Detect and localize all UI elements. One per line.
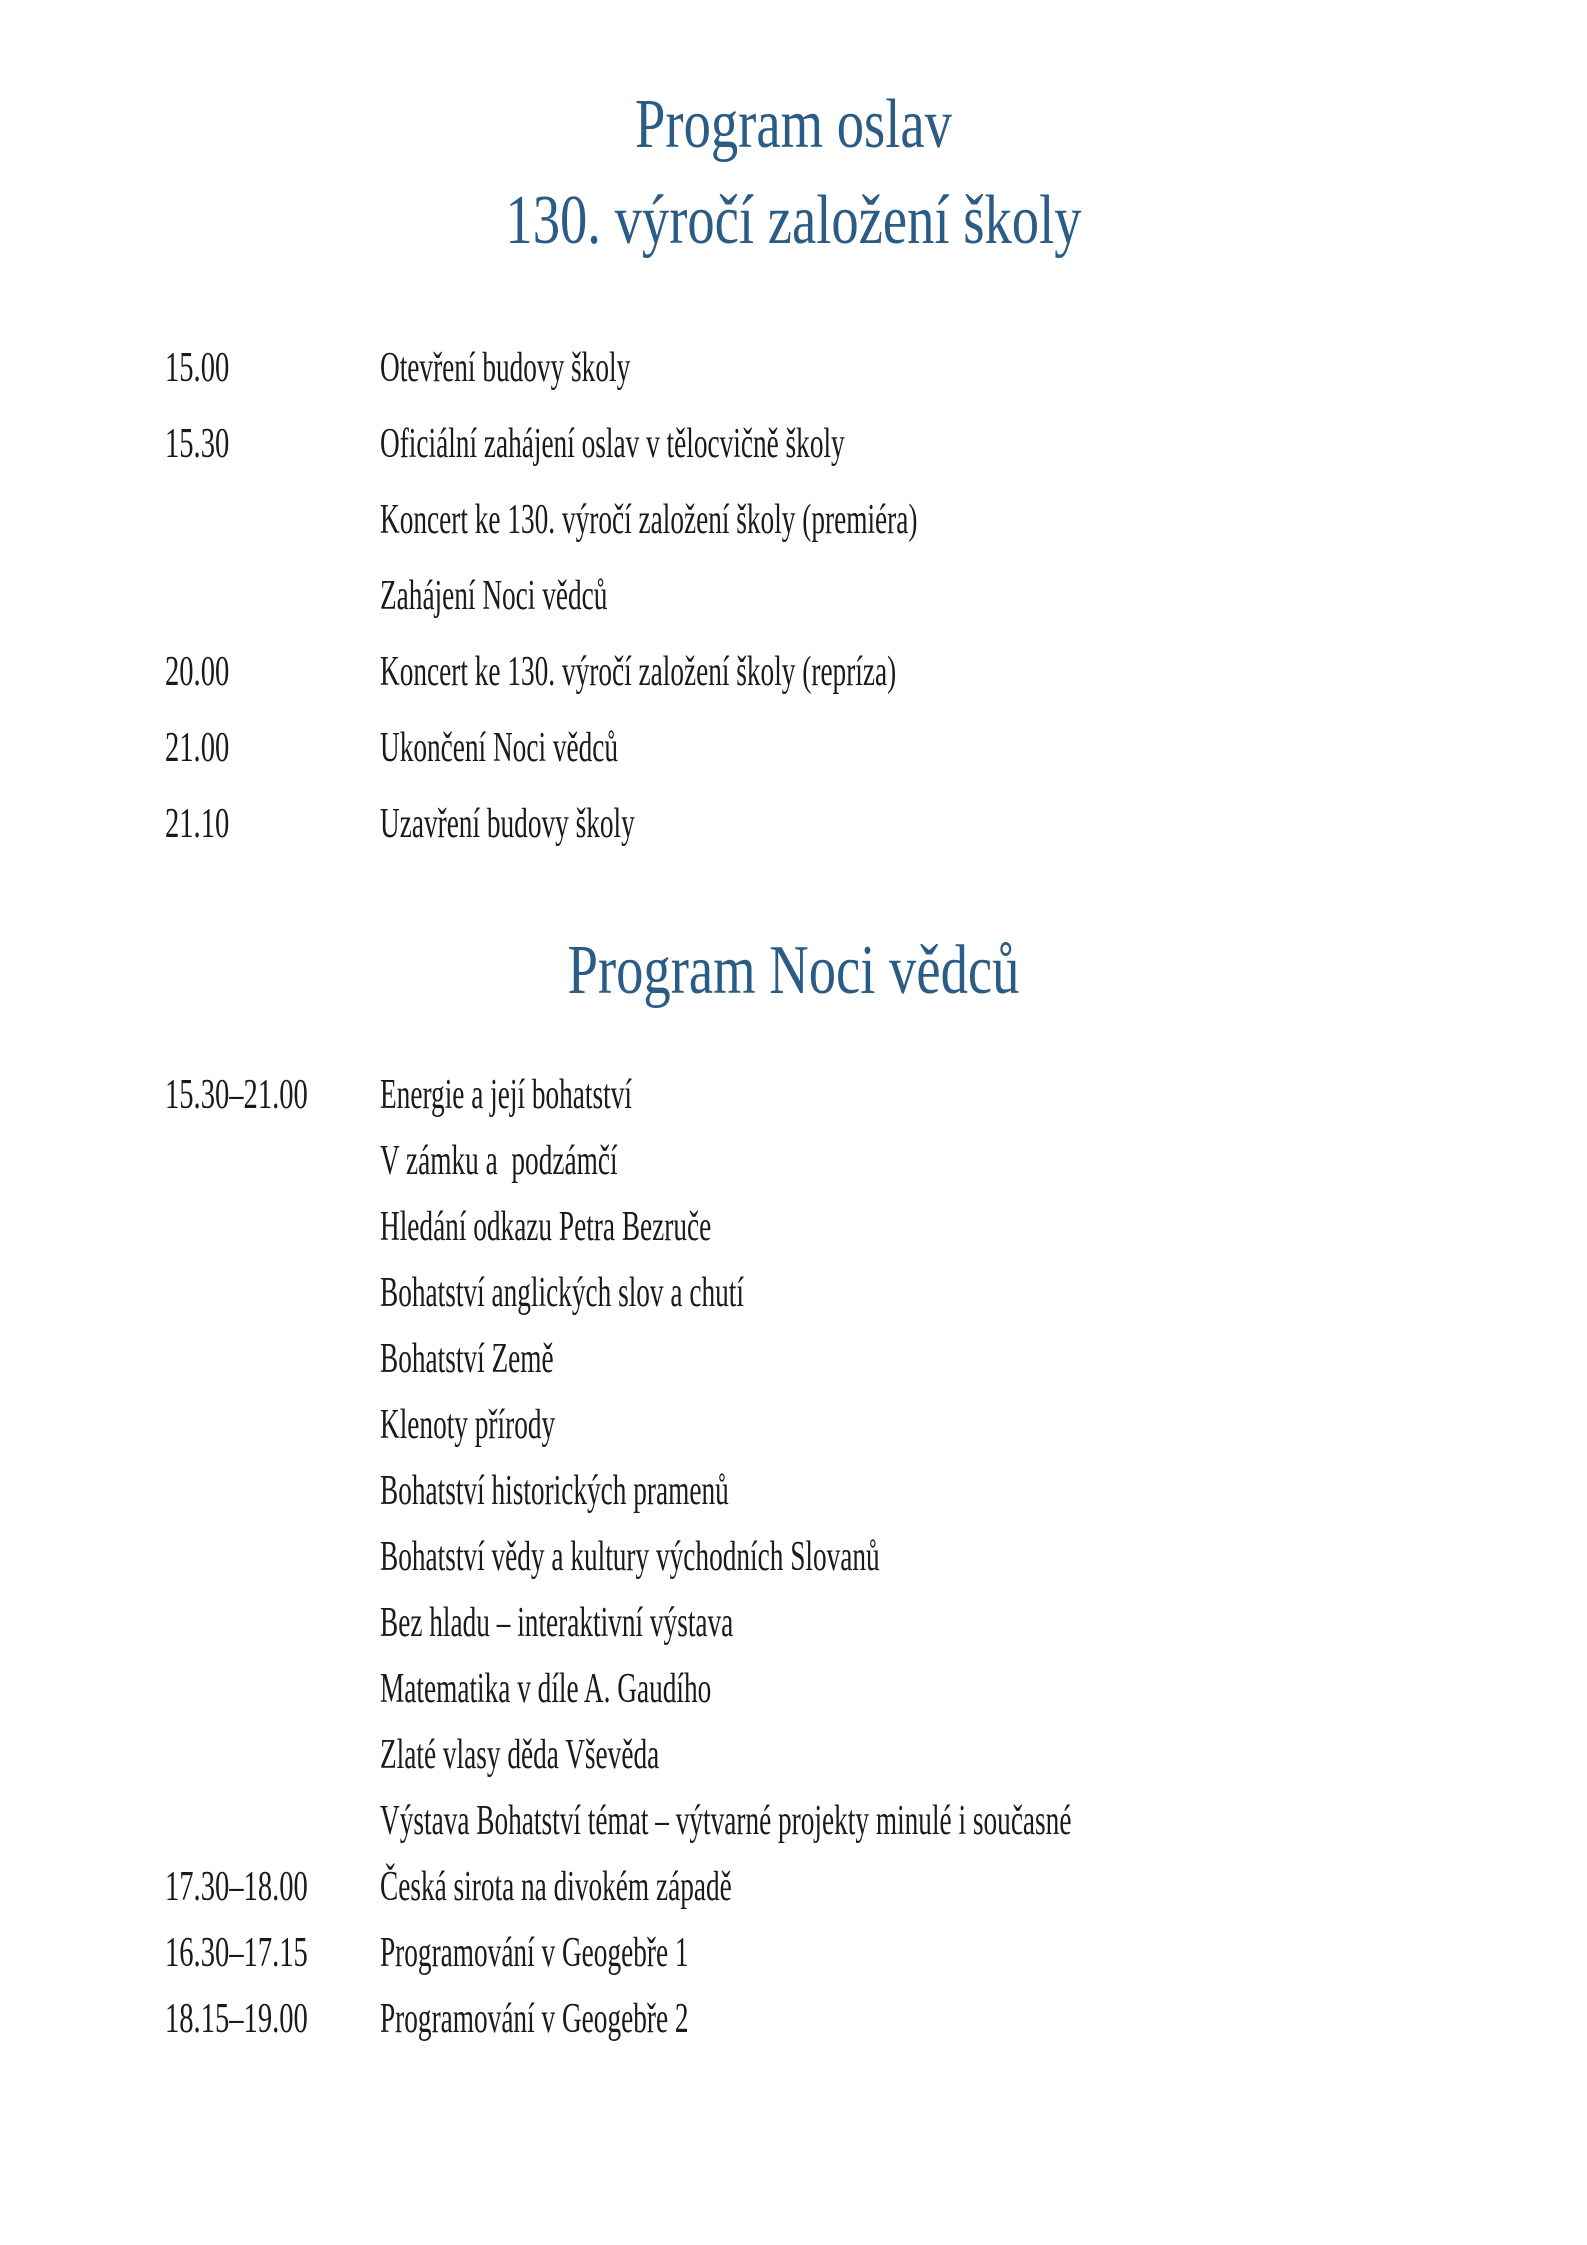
schedule-event: Koncert ke 130. výročí založení školy (repríza) — [380, 648, 897, 695]
schedule-event: Otevření budovy školy — [380, 344, 631, 391]
schedule-event: Programování v Geogebře 1 — [380, 1929, 689, 1976]
schedule-event: Matematika v díle A. Gaudího — [380, 1665, 712, 1712]
schedule-row — [165, 1524, 1587, 1590]
schedule-event: Oficiální zahájení oslav v tělocvičně školy — [380, 420, 845, 467]
schedule-row — [165, 634, 1587, 710]
schedule-row — [165, 1128, 1587, 1194]
celebration-title — [0, 77, 1587, 269]
schedule-row — [165, 1986, 1587, 2052]
schedule-time: 18.15–19.00 — [165, 1995, 308, 2042]
schedule-row — [165, 1458, 1587, 1524]
schedule-row — [165, 482, 1587, 558]
schedule-row — [165, 1854, 1587, 1920]
schedule-time: 15.30–21.00 — [165, 1071, 308, 1118]
schedule-event: Energie a její bohatství — [380, 1071, 632, 1118]
schedule-event: Hledání odkazu Petra Bezruče — [380, 1203, 712, 1250]
schedule-time: 15.00 — [165, 344, 230, 391]
schedule-event: Uzavření budovy školy — [380, 800, 635, 847]
schedule-event: Klenoty přírody — [380, 1401, 556, 1448]
science-night-title — [0, 923, 1587, 1019]
schedule-row — [165, 330, 1587, 406]
schedule-row — [165, 558, 1587, 634]
schedule-row — [165, 786, 1587, 862]
schedule-event: Zlaté vlasy děda Vševěda — [380, 1731, 660, 1778]
schedule-row — [165, 1260, 1587, 1326]
schedule-event: Ukončení Noci vědců — [380, 724, 619, 771]
schedule-event: Programování v Geogebře 2 — [380, 1995, 689, 2042]
celebration-title-line-2: 130. výročí založení školy — [505, 182, 1082, 259]
schedule-row — [165, 1788, 1587, 1854]
schedule-time: 17.30–18.00 — [165, 1863, 308, 1910]
schedule-row — [165, 710, 1587, 786]
schedule-row — [165, 1590, 1587, 1656]
schedule-row — [165, 1194, 1587, 1260]
celebration-title-line-1: Program oslav — [635, 86, 952, 163]
schedule-row — [165, 1656, 1587, 1722]
science-night-schedule — [165, 1062, 1587, 2052]
celebration-schedule — [165, 330, 1587, 862]
schedule-row — [165, 1326, 1587, 1392]
schedule-event: Výstava Bohatství témat – výtvarné projekty minulé i současné — [380, 1797, 1072, 1844]
schedule-row — [165, 1920, 1587, 1986]
schedule-row — [165, 406, 1587, 482]
schedule-row — [165, 1062, 1587, 1128]
science-night-title-line: Program Noci vědců — [567, 932, 1020, 1009]
schedule-event: Bohatství historických pramenů — [380, 1467, 729, 1514]
schedule-row — [165, 1392, 1587, 1458]
schedule-time: 20.00 — [165, 648, 230, 695]
schedule-event: Bohatství vědy a kultury východních Slovanů — [380, 1533, 880, 1580]
schedule-event: V zámku a podzámčí — [380, 1137, 618, 1184]
schedule-time: 21.00 — [165, 724, 230, 771]
schedule-time: 16.30–17.15 — [165, 1929, 308, 1976]
schedule-event: Bohatství anglických slov a chutí — [380, 1269, 744, 1316]
schedule-event: Česká sirota na divokém západě — [380, 1863, 732, 1910]
schedule-time: 21.10 — [165, 800, 230, 847]
schedule-event: Koncert ke 130. výročí založení školy (premiéra) — [380, 496, 918, 543]
schedule-row — [165, 1722, 1587, 1788]
schedule-time: 15.30 — [165, 420, 230, 467]
schedule-event: Zahájení Noci vědců — [380, 572, 608, 619]
schedule-event: Bez hladu – interaktivní výstava — [380, 1599, 734, 1646]
schedule-event: Bohatství Země — [380, 1335, 554, 1382]
